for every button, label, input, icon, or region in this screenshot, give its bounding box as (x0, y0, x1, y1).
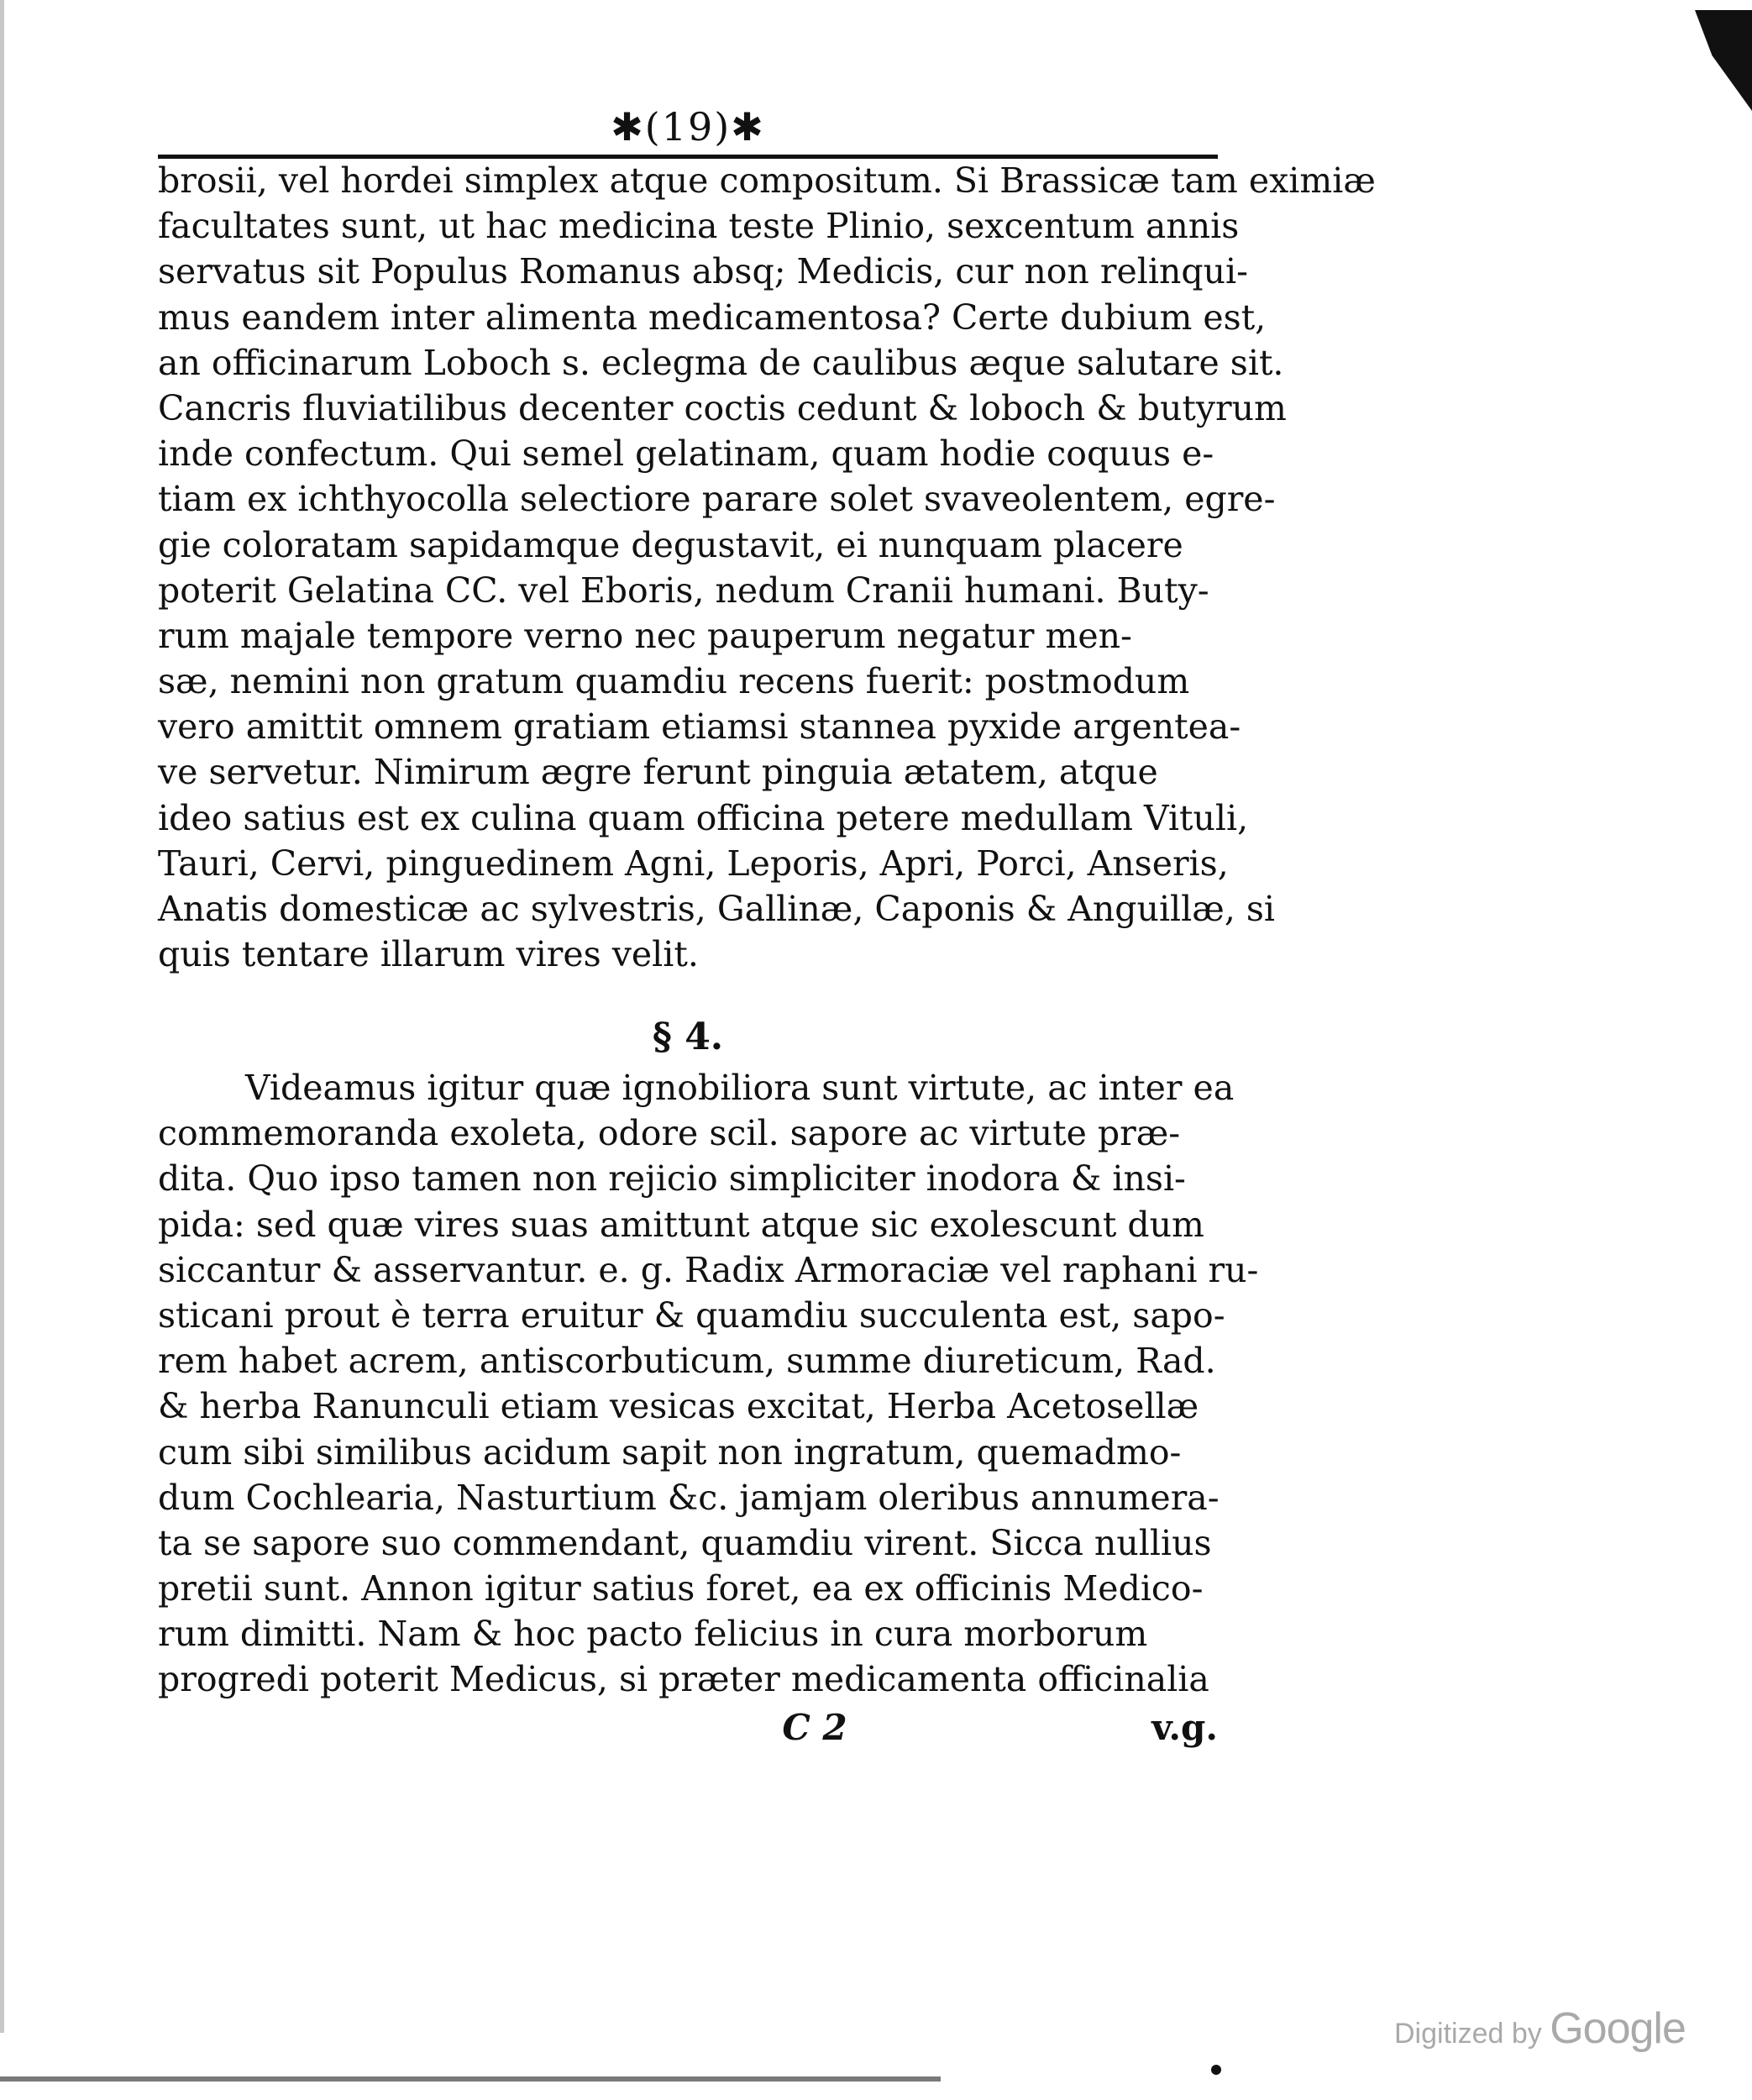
text-line: & herba Ranunculi etiam vesicas excitat, Herba Acetosellæ (158, 1386, 1199, 1427)
page-header (158, 99, 1218, 159)
text-line: facultates sunt, ut hac medicina teste Plinio, sexcentum annis (158, 206, 1240, 247)
text-line: Tauri, Cervi, pinguedinem Agni, Leporis, Apri, Porci, Anseris, (158, 843, 1229, 884)
text-line: servatus sit Populus Romanus absq; Medicis, cur non relinqui- (158, 251, 1248, 292)
text-line: Anatis domesticæ ac sylvestris, Gallinæ, Caponis & Anguillæ, si (158, 889, 1276, 929)
text-block-one (158, 158, 1376, 977)
text-line: quis tentare illarum vires velit. (158, 934, 699, 975)
text-line: rum majale tempore verno nec pauperum negatur men- (158, 615, 1132, 656)
text-line: ve servetur. Nimirum ægre ferunt pinguia ætatem, atque (158, 752, 1158, 793)
text-line: commemoranda exoleta, odore scil. sapore ac virtute præ- (158, 1113, 1181, 1154)
text-block-two (158, 1065, 1259, 1703)
text-line: tiam ex ichthyocolla selectiore parare solet svaveolentem, egre- (158, 479, 1276, 520)
text-line: pretii sunt. Annon igitur satius foret, ea ex officinis Medico- (158, 1568, 1204, 1609)
text-line: gie coloratam sapidamque degustavit, ei nunquam placere (158, 524, 1183, 565)
text-line: Videamus igitur quæ ignobiliora sunt virtute, ac inter ea (245, 1068, 1235, 1108)
text-line: dum Cochlearia, Nasturtium &c. jamjam oleribus annumera- (158, 1477, 1220, 1518)
text-line: brosii, vel hordei simplex atque compositum. Si Brassicæ tam eximiæ (158, 160, 1376, 201)
text-line: siccantur & asservantur. e. g. Radix Armoraciæ vel raphani ru- (158, 1249, 1259, 1290)
page-number: ✱(19)✱ (611, 104, 765, 150)
text-line: ideo satius est ex culina quam officina petere medullam Vituli, (158, 797, 1249, 838)
signature-mark: C 2 (782, 1707, 847, 1748)
text-line: poterit Gelatina CC. vel Eboris, nedum Cranii humani. Buty- (158, 570, 1209, 611)
text-line: mus eandem inter alimenta medicamentosa? Certe dubium est, (158, 297, 1267, 338)
catchword: v.g. (1151, 1707, 1218, 1748)
digitization-watermark (1394, 2003, 1722, 2054)
text-line: vero amittit omnem gratiam etiamsi stannea pyxide argentea- (158, 706, 1241, 748)
scan-bottom-edge (0, 2076, 941, 2082)
text-line: progredi poterit Medicus, si præter medicamenta officinalia (158, 1659, 1209, 1700)
watermark-brand: Google (1550, 2004, 1686, 2053)
text-line: Cancris fluviatilibus decenter coctis cedunt & loboch & butyrum (158, 387, 1287, 428)
scan-edge-mark (1695, 10, 1752, 111)
ink-spot (1211, 2065, 1221, 2075)
text-line: inde confectum. Qui semel gelatinam, quam hodie coquus e- (158, 433, 1214, 475)
section-heading: § 4. (652, 1016, 724, 1058)
text-line: ta se sapore suo commendant, quamdiu virent. Sicca nullius (158, 1522, 1212, 1563)
text-line: rem habet acrem, antiscorbuticum, summe diureticum, Rad. (158, 1341, 1216, 1382)
text-line: sæ, nemini non gratum quamdiu recens fuerit: postmodum (158, 661, 1190, 702)
text-line: pida: sed quæ vires suas amittunt atque sic exolescunt dum (158, 1204, 1204, 1245)
text-line: rum dimitti. Nam & hoc pacto felicius in cura morborum (158, 1614, 1148, 1655)
text-line: dita. Quo ipso tamen non rejicio simpliciter inodora & insi- (158, 1158, 1186, 1200)
watermark-prefix: Digitized by (1394, 2018, 1542, 2050)
text-line: sticani prout è terra eruitur & quamdiu succulenta est, sapo- (158, 1294, 1225, 1336)
scan-gutter (0, 0, 4, 2033)
text-line: an officinarum Loboch s. eclegma de caulibus æque salutare sit. (158, 342, 1284, 383)
text-line: cum sibi similibus acidum sapit non ingratum, quemadmo- (158, 1431, 1182, 1473)
